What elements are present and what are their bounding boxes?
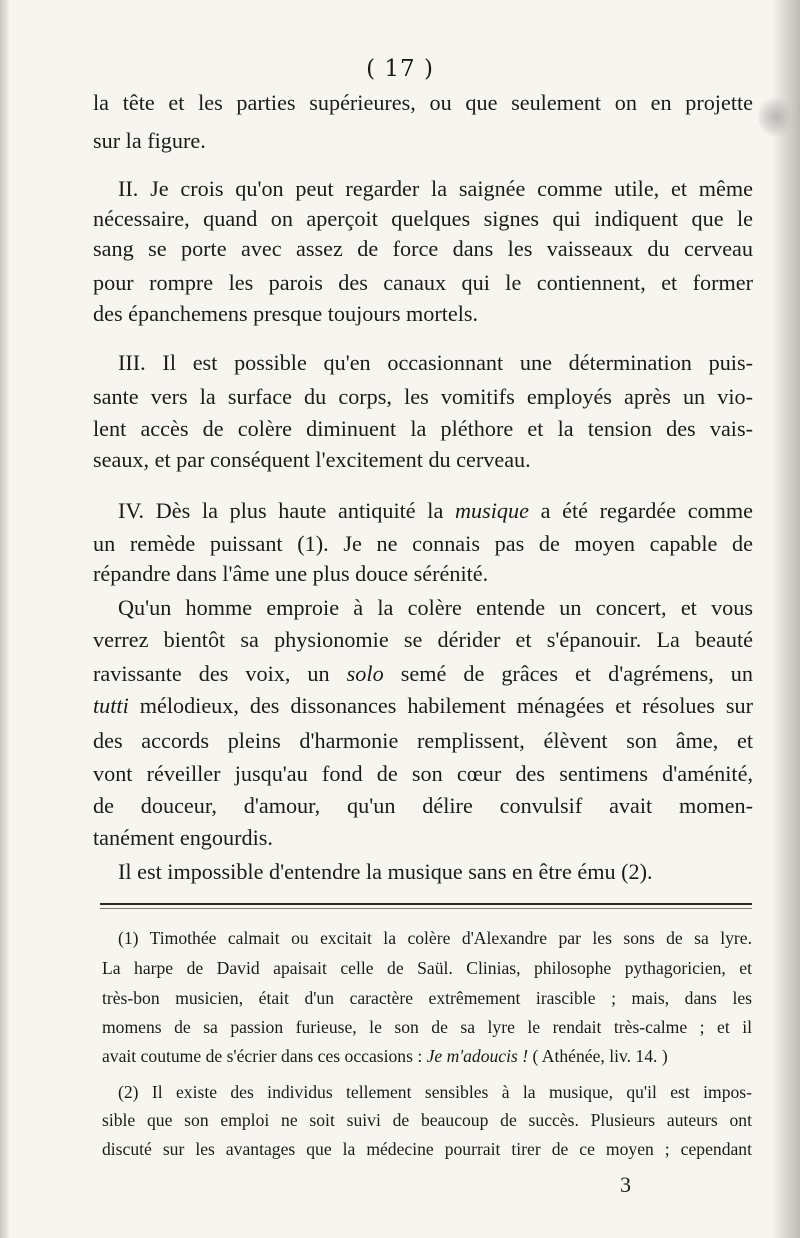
body-line: des épanchemens presque toujours mortels. [93, 301, 479, 326]
italic-quote: Je m'adoucis ! [426, 1046, 529, 1066]
footnote-line: discuté sur les avantages que la médecine pourrait tirer de ce moyen ; cependant [102, 1139, 752, 1159]
body-line: pour rompre les parois des canaux qui le contiennent, et former [93, 270, 753, 295]
footnote-line: La harpe de David apaisait celle de Saül. Clinias, philosophe pythagoricien, et [102, 958, 752, 978]
footnote-line: sible que son emploi ne soit suivi de beaucoup de succès. Plusieurs auteurs ont [102, 1110, 752, 1130]
italic-word: musique [455, 498, 529, 523]
text-fragment: mélodieux, des dissonances habilement ménagées et résolues sur [128, 693, 753, 718]
body-line: la tête et les parties supérieures, ou que seulement on en projette [93, 90, 753, 115]
ink-blot [758, 96, 796, 138]
footnote-divider [100, 903, 752, 905]
page-number: ( 17 ) [366, 56, 434, 82]
page-edge-shadow-left [0, 0, 10, 1238]
body-line: II. Je crois qu'on peut regarder la saignée comme utile, et même [118, 176, 753, 201]
body-line-with-italic [93, 663, 753, 685]
body-line: de douceur, d'amour, qu'un délire convulsif avait momen- [93, 793, 753, 818]
page-edge-shadow-right [772, 0, 800, 1238]
italic-word: tutti [93, 693, 129, 718]
body-line: III. Il est possible qu'en occasionnant une détermination puis- [118, 350, 753, 375]
footnote-line: (2) Il existe des individus tellement sensibles à la musique, qu'il est impos- [118, 1082, 752, 1102]
body-line: un remède puissant (1). Je ne connais pas de moyen capable de [93, 531, 753, 556]
body-line: verrez bientôt sa physionomie se dérider et s'épanouir. La beauté [93, 627, 753, 652]
body-line: tanément engourdis. [93, 825, 273, 850]
body-line: sur la figure. [93, 128, 206, 153]
body-line: sante vers la surface du corps, les vomitifs employés après un vio- [93, 384, 753, 409]
body-line-with-italic [93, 695, 753, 717]
footnote-line: momens de sa passion furieuse, le son de sa lyre le rendait très-calme ; et il [102, 1017, 752, 1037]
body-line: lent accès de colère diminuent la pléthore et la tension des vais- [93, 416, 753, 441]
body-line: répandre dans l'âme une plus douce sérénité. [93, 561, 489, 586]
text-fragment: a été regardée comme [528, 498, 754, 523]
footnote-divider-secondary [100, 908, 752, 909]
body-line: sang se porte avec assez de force dans les vaisseaux du cerveau [93, 236, 753, 261]
italic-word: solo [346, 661, 384, 686]
text-fragment: semé de grâces et d'agrémens, un [383, 661, 753, 686]
text-fragment: ravissante des voix, un [93, 661, 347, 686]
body-line: des accords pleins d'harmonie remplissent, élèvent son âme, et [93, 728, 753, 753]
text-fragment: ( Athénée, liv. 14. ) [528, 1046, 668, 1066]
body-line-with-italic [118, 500, 753, 522]
body-line: vont réveiller jusqu'au fond de son cœur des sentimens d'aménité, [93, 761, 753, 786]
text-fragment: IV. Dès la plus haute antiquité la [118, 498, 455, 523]
footnote-line: très-bon musicien, était d'un caractère extrêmement irascible ; mais, dans les [102, 988, 752, 1008]
body-line: Qu'un homme emproie à la colère entende un concert, et vous [118, 595, 753, 620]
footnote-line: (1) Timothée calmait ou excitait la colère d'Alexandre par les sons de sa lyre. [118, 928, 752, 948]
footnote-line-with-italic [102, 1048, 752, 1066]
signature-mark: 3 [620, 1172, 631, 1197]
body-line: nécessaire, quand on aperçoit quelques signes qui indiquent que le [93, 206, 753, 231]
body-line: seaux, et par conséquent l'excitement du cerveau. [93, 447, 531, 472]
text-fragment: avait coutume de s'écrier dans ces occasions : [102, 1046, 427, 1066]
body-line: Il est impossible d'entendre la musique sans en être ému (2). [118, 859, 653, 884]
